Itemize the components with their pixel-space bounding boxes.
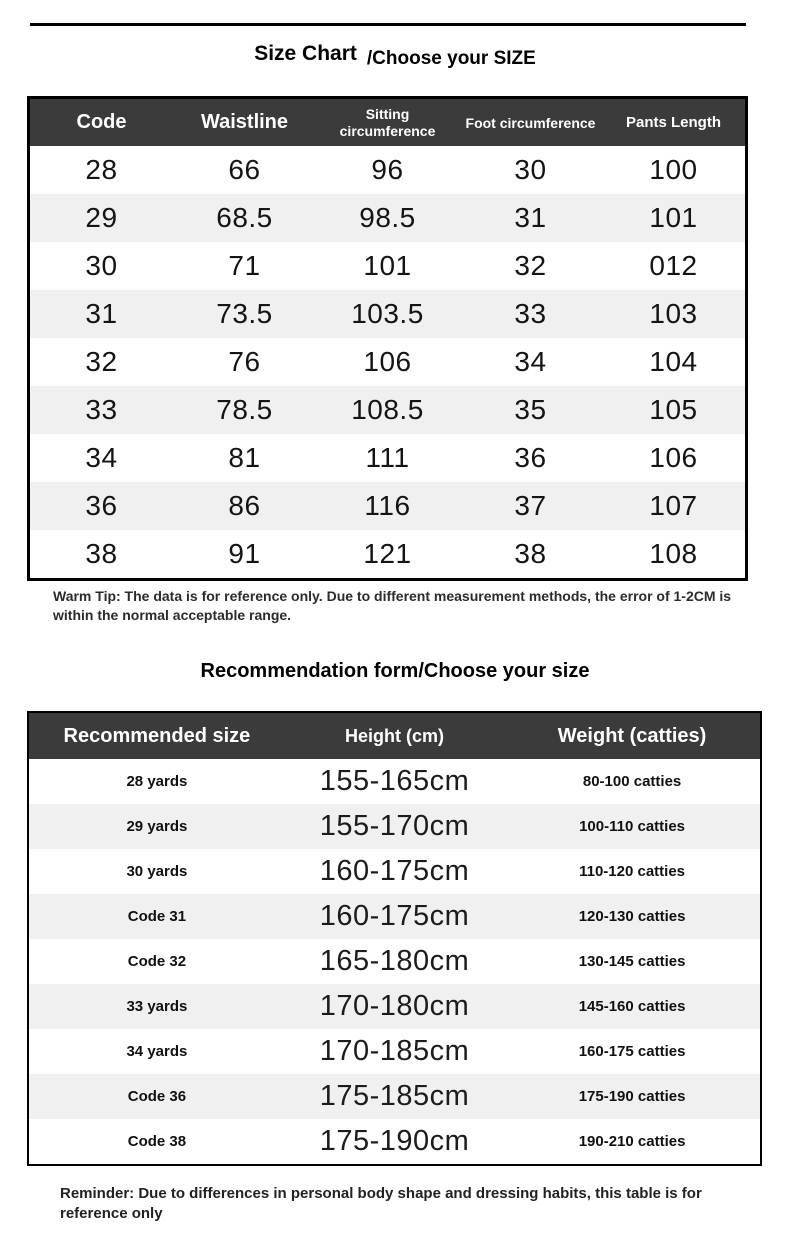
table-cell: 111 (365, 442, 410, 473)
size-chart-title (0, 42, 790, 69)
table-cell: 36 (514, 442, 547, 473)
top-divider (30, 23, 746, 26)
header-cell-code (30, 99, 173, 146)
table-cell: 31 (85, 298, 118, 329)
table-row (29, 1074, 760, 1119)
table-cell: 170-185cm (319, 1035, 470, 1067)
table-cell: 30 (514, 154, 547, 185)
table-cell: 29 (85, 202, 118, 233)
table-cell: 160-175cm (319, 900, 470, 932)
table-cell: 32 (85, 346, 118, 377)
header-label: Foot circumference (465, 114, 596, 131)
table-cell: 160-175 catties (578, 1043, 686, 1060)
table-cell: 103 (649, 298, 698, 329)
header-label: Pants Length (625, 114, 721, 131)
table-row (30, 530, 745, 578)
table-row (30, 386, 745, 434)
table-cell: 107 (649, 490, 698, 521)
table-cell: 31 (514, 202, 547, 233)
table-cell: 116 (364, 490, 411, 521)
table-cell: Code 31 (127, 908, 187, 925)
size-chart-title-main: Size Chart (254, 42, 357, 65)
table-cell: 101 (363, 250, 412, 281)
table-cell: 91 (228, 538, 261, 569)
table-row (29, 849, 760, 894)
table-cell: 170-180cm (319, 990, 470, 1022)
table-cell: 68.5 (216, 202, 273, 233)
table-cell: 104 (649, 346, 698, 377)
table-row (30, 290, 745, 338)
table-cell: 35 (514, 394, 547, 425)
table-cell: 34 (85, 442, 118, 473)
table-cell: 121 (363, 538, 412, 569)
size-chart-title-sub: /Choose your SIZE (366, 48, 536, 69)
table-row (30, 434, 745, 482)
table-cell: 175-190 catties (578, 1088, 686, 1105)
table-cell: 37 (514, 490, 547, 521)
table-cell: 66 (228, 154, 261, 185)
table-cell: 120-130 catties (578, 908, 686, 925)
table-cell: 96 (371, 154, 404, 185)
header-label: Waistline (200, 111, 289, 133)
table-cell: 155-170cm (319, 810, 470, 842)
table-cell: 32 (514, 250, 547, 281)
table-row (30, 146, 745, 194)
recommendation-title: Recommendation form/Choose your size (200, 660, 590, 682)
table-cell: 110-120 catties (579, 863, 686, 880)
header-cell-sitting-circumference (316, 99, 459, 146)
table-cell: 81 (228, 442, 261, 473)
table-cell: 30 (85, 250, 118, 281)
header-cell-recommended-size: Recommended size (63, 724, 251, 747)
table-cell: 190-210 catties (578, 1133, 686, 1150)
table-cell: 38 (85, 538, 118, 569)
table-cell: Code 36 (127, 1088, 187, 1105)
table-cell: 78.5 (216, 394, 273, 425)
header-label: Sitting circumference (339, 106, 436, 139)
table-cell: 34 (514, 346, 547, 377)
header-cell-waistline (173, 99, 316, 146)
warm-tip-note: Warm Tip: The data is for reference only. Due to different measurement methods, the error of 1-2CM is within the normal acceptable range. (53, 588, 732, 623)
table-row (29, 939, 760, 984)
table-cell: 73.5 (216, 298, 273, 329)
table-row (29, 759, 760, 804)
table-cell: 105 (649, 394, 698, 425)
table-cell: 108.5 (351, 394, 424, 425)
table-row (30, 482, 745, 530)
reminder-note: Reminder: Due to differences in personal body shape and dressing habits, this table is for reference only (60, 1185, 702, 1222)
table-cell: 101 (649, 202, 698, 233)
table-cell: 28 yards (126, 773, 188, 790)
size-chart-header-row (30, 99, 745, 146)
table-cell: 30 yards (126, 863, 188, 880)
table-cell: 160-175cm (319, 855, 470, 887)
table-cell: 145-160 catties (578, 998, 686, 1015)
table-row (29, 804, 760, 849)
table-cell: 34 yards (126, 1043, 188, 1060)
table-cell: 98.5 (359, 202, 416, 233)
table-cell: 106 (363, 346, 412, 377)
table-cell: 108 (649, 538, 698, 569)
table-row (30, 194, 745, 242)
header-label: Code (76, 111, 127, 133)
table-cell: 71 (228, 250, 261, 281)
table-cell: 175-190cm (319, 1125, 470, 1157)
table-cell: 100 (649, 154, 698, 185)
table-cell: 29 yards (126, 818, 188, 835)
header-cell-height: Height (cm) (344, 725, 444, 746)
recommendation-header-row (29, 713, 760, 759)
header-cell-pants-length (602, 99, 745, 146)
header-cell-foot-circumference (459, 99, 602, 146)
table-cell: 012 (649, 250, 698, 281)
table-row (29, 894, 760, 939)
table-cell: 28 (85, 154, 118, 185)
table-row (29, 1029, 760, 1074)
table-cell: 76 (228, 346, 261, 377)
table-cell: 155-165cm (319, 765, 470, 797)
size-chart-table (27, 96, 748, 581)
table-cell: 33 (85, 394, 118, 425)
table-row (30, 338, 745, 386)
table-row (30, 242, 745, 290)
table-cell: Code 38 (127, 1133, 187, 1150)
recommendation-table (27, 711, 762, 1166)
table-cell: 33 (514, 298, 547, 329)
table-cell: 100-110 catties (579, 818, 686, 835)
table-row (29, 1119, 760, 1164)
table-cell: 38 (514, 538, 547, 569)
table-cell: 175-185cm (319, 1080, 470, 1112)
header-cell-weight: Weight (catties) (557, 724, 707, 747)
table-cell: 165-180cm (319, 945, 470, 977)
table-cell: 130-145 catties (578, 953, 686, 970)
table-cell: 103.5 (351, 298, 424, 329)
table-row (29, 984, 760, 1029)
table-cell: 86 (228, 490, 261, 521)
table-cell: 106 (649, 442, 698, 473)
table-cell: 33 yards (126, 998, 188, 1015)
table-cell: Code 32 (127, 953, 187, 970)
table-cell: 36 (85, 490, 118, 521)
table-cell: 80-100 catties (582, 773, 682, 790)
